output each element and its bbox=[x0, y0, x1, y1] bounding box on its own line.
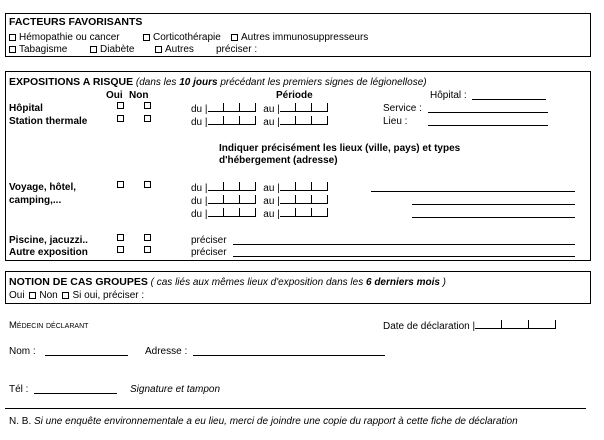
voyage-period-3: du | au | bbox=[191, 208, 328, 220]
hopital-oui-checkbox[interactable] bbox=[117, 102, 124, 109]
voyage-lieu-field-3[interactable] bbox=[412, 217, 575, 218]
voyage-period-1: du | au | bbox=[191, 182, 328, 194]
station-period: du | au | bbox=[191, 116, 328, 128]
row-label-voyage-1: Voyage, hôtel, bbox=[9, 182, 77, 193]
checkbox[interactable] bbox=[9, 46, 16, 53]
service-field[interactable] bbox=[428, 112, 548, 113]
col-oui: Oui bbox=[106, 90, 123, 101]
col-hopital-label: Hôpital : bbox=[430, 90, 467, 101]
row-label-hopital: Hôpital bbox=[9, 103, 43, 114]
indiquer-line-2: d'hébergement (adresse) bbox=[219, 155, 338, 166]
voyage-non-checkbox[interactable] bbox=[144, 181, 151, 188]
groupes-answers: Oui Non Si oui, préciser : bbox=[9, 290, 145, 301]
date-au-field[interactable] bbox=[280, 208, 328, 220]
row-label-voyage-2: camping,... bbox=[9, 195, 62, 206]
nom-label: Nom : bbox=[9, 346, 36, 357]
date-du-field[interactable] bbox=[208, 208, 256, 220]
date-au-field[interactable] bbox=[280, 103, 328, 115]
lieu-label: Lieu : bbox=[383, 116, 408, 127]
indiquer-line-1: Indiquer précisément les lieux (ville, pays) et types bbox=[219, 143, 461, 154]
date-au-field[interactable] bbox=[280, 182, 328, 194]
piscine-non-checkbox[interactable] bbox=[144, 234, 151, 241]
station-non-checkbox[interactable] bbox=[144, 115, 151, 122]
groupes-non-checkbox[interactable] bbox=[62, 292, 69, 299]
date-du-field[interactable] bbox=[208, 103, 256, 115]
piscine-preciser-label: préciser bbox=[191, 235, 227, 246]
voyage-lieu-field-2[interactable] bbox=[412, 204, 575, 205]
groupes-title-line bbox=[9, 277, 446, 288]
adresse-field[interactable] bbox=[193, 355, 385, 356]
service-label: Service : bbox=[383, 103, 422, 114]
factor-option-diabete[interactable]: Diabète bbox=[90, 44, 134, 55]
expo-title: EXPOSITIONS A RISQUE bbox=[9, 76, 134, 88]
expo-title-line bbox=[9, 77, 427, 88]
checkbox[interactable] bbox=[231, 34, 238, 41]
groupes-oui-checkbox[interactable] bbox=[29, 292, 36, 299]
autre-non-checkbox[interactable] bbox=[144, 246, 151, 253]
expo-subtitle-bold: 10 jours bbox=[179, 77, 218, 88]
date-declaration: Date de déclaration | bbox=[383, 320, 556, 332]
col-periode: Période bbox=[276, 90, 313, 101]
checkbox[interactable] bbox=[9, 34, 16, 41]
groupes-title: NOTION DE CAS GROUPES bbox=[9, 276, 148, 288]
checkbox[interactable] bbox=[90, 46, 97, 53]
hopital-period: du | au | bbox=[191, 103, 328, 115]
date-du-field[interactable] bbox=[208, 116, 256, 128]
date-du-field[interactable] bbox=[208, 182, 256, 194]
groupes-subtitle-bold: 6 derniers mois bbox=[365, 277, 440, 288]
tel-field[interactable] bbox=[34, 393, 117, 394]
hopital-non-checkbox[interactable] bbox=[144, 102, 151, 109]
groupes-subtitle-post: ) bbox=[439, 277, 447, 288]
row-label-autre: Autre exposition bbox=[9, 247, 88, 258]
groupes-subtitle-pre: ( cas liés aux mêmes lieux d'exposition dans les bbox=[150, 277, 366, 288]
nom-field[interactable] bbox=[45, 355, 128, 356]
tel-label: Tél : bbox=[9, 384, 29, 395]
factor-option-corticotherapie[interactable]: Corticothérapie bbox=[143, 32, 221, 43]
signature-label: Signature et tampon bbox=[130, 384, 221, 395]
autre-oui-checkbox[interactable] bbox=[117, 246, 124, 253]
adresse-label: Adresse : bbox=[145, 346, 188, 357]
factor-option-hemopathie[interactable]: Hémopathie ou cancer bbox=[9, 32, 120, 43]
autre-preciser-field[interactable] bbox=[233, 256, 575, 257]
checkbox[interactable] bbox=[155, 46, 162, 53]
date-au-field[interactable] bbox=[280, 195, 328, 207]
hopital-name-field[interactable] bbox=[472, 99, 546, 100]
factor-option-immunosuppresseurs[interactable]: Autres immunosuppresseurs bbox=[231, 32, 368, 43]
row-label-piscine: Piscine, jacuzzi.. bbox=[9, 235, 88, 246]
row-label-station: Station thermale bbox=[9, 116, 88, 127]
factors-preciser-label: préciser : bbox=[216, 44, 258, 55]
date-declaration-field[interactable] bbox=[475, 320, 556, 332]
lieu-field[interactable] bbox=[428, 125, 548, 126]
footer-note: N. B. Si une enquête environnementale a eu lieu, merci de joindre une copie du rapport à cette fiche de déclaration bbox=[9, 416, 518, 427]
checkbox[interactable] bbox=[143, 34, 150, 41]
voyage-oui-checkbox[interactable] bbox=[117, 181, 124, 188]
factor-option-autres[interactable]: Autres bbox=[155, 44, 194, 55]
autre-preciser-label: préciser bbox=[191, 247, 227, 258]
col-non: Non bbox=[129, 90, 149, 101]
date-au-field[interactable] bbox=[280, 116, 328, 128]
date-du-field[interactable] bbox=[208, 195, 256, 207]
voyage-lieu-field-1[interactable] bbox=[371, 191, 575, 192]
station-oui-checkbox[interactable] bbox=[117, 115, 124, 122]
expo-subtitle-pre: (dans les bbox=[135, 77, 180, 88]
factors-title: FACTEURS FAVORISANTS bbox=[9, 16, 143, 28]
voyage-period-2: du | au | bbox=[191, 195, 328, 207]
footer-divider bbox=[5, 408, 586, 409]
factor-option-tabagisme[interactable]: Tabagisme bbox=[9, 44, 67, 55]
medecin-label: Médecin déclarant bbox=[9, 320, 89, 331]
expo-subtitle-post: précédant les premiers signes de légionellose) bbox=[217, 77, 427, 88]
piscine-oui-checkbox[interactable] bbox=[117, 234, 124, 241]
piscine-preciser-field[interactable] bbox=[233, 244, 575, 245]
